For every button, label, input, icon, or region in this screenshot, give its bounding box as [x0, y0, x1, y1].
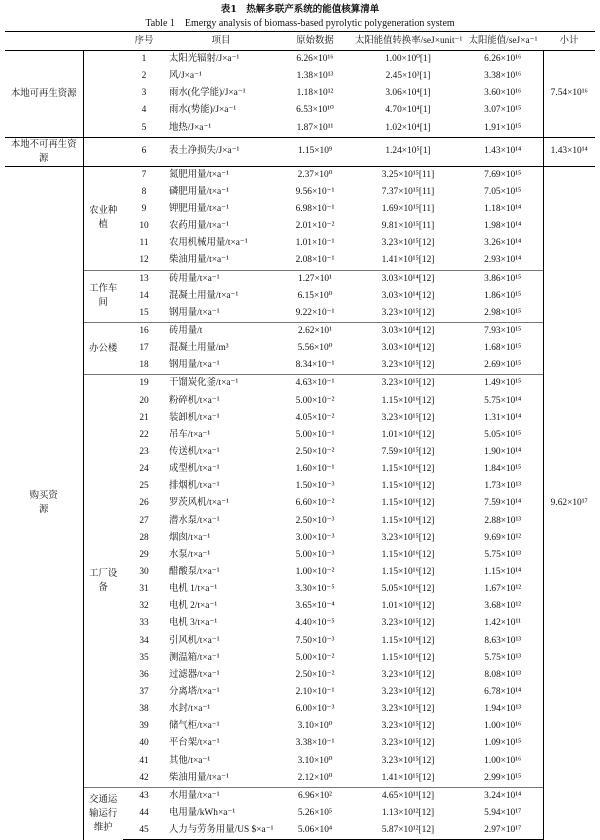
- row-no: 35: [139, 652, 149, 663]
- row-solar-emergy: 1.18×10¹⁴: [484, 204, 522, 215]
- row-item: 地热/J×a⁻¹: [169, 122, 212, 133]
- row-transformity: 1.69×10¹⁵[11]: [381, 204, 435, 215]
- row-no: 32: [139, 601, 149, 612]
- row-solar-emergy: 3.07×10¹⁵: [484, 105, 522, 116]
- table-row: [5, 375, 595, 393]
- row-item: 烟囱/t×a⁻¹: [169, 532, 211, 543]
- row-item: 砖用量/t: [165, 322, 277, 340]
- row-no: 9: [141, 204, 147, 215]
- row-solar-emergy: 3.26×10¹⁴: [484, 238, 522, 249]
- row-subtotal: 7.54×10¹⁶: [543, 51, 595, 138]
- table-row: [5, 51, 595, 69]
- row-raw-data: 3.10×10⁰: [297, 721, 333, 732]
- row-solar-emergy: 2.99×10¹⁵: [484, 772, 522, 783]
- header-category: [5, 32, 83, 51]
- row-raw-data: 3.10×10⁰: [297, 755, 333, 766]
- row-no: 13: [123, 270, 165, 288]
- row-solar-emergy: 2.88×10¹³: [484, 515, 522, 526]
- row-no: 25: [139, 481, 149, 492]
- row-raw-data: 6.53×10¹⁰: [296, 105, 334, 116]
- row-solar-emergy: 3.86×10¹⁵: [463, 270, 543, 288]
- row-solar-emergy: 1.84×10¹⁵: [484, 464, 522, 475]
- row-transformity: 1.00×10⁰[1]: [353, 51, 463, 69]
- row-solar-emergy: 8.63×10¹³: [484, 635, 522, 646]
- row-solar-emergy: 3.68×10¹²: [484, 601, 522, 612]
- row-raw-data: 1.01×10⁻¹: [295, 238, 335, 249]
- row-solar-emergy: 1.67×10¹²: [484, 584, 522, 595]
- row-no: 37: [139, 686, 149, 697]
- row-solar-emergy: 3.60×10¹⁶: [484, 88, 522, 99]
- row-transformity: 2.45×10³[1]: [385, 71, 431, 82]
- row-subcategory: 工作车间: [83, 270, 123, 322]
- row-transformity: 5.87×10¹²[12]: [353, 822, 463, 840]
- row-raw-data: 2.01×10⁻²: [295, 221, 335, 232]
- row-no: 39: [139, 721, 149, 732]
- row-no: 40: [139, 738, 149, 749]
- row-raw-data: 4.63×10⁻¹: [277, 375, 353, 393]
- row-transformity: 9.81×10¹⁵[11]: [381, 221, 435, 232]
- row-no: 18: [139, 360, 149, 371]
- row-transformity: 3.23×10¹⁵[12]: [381, 686, 435, 697]
- row-raw-data: 6.00×10⁻³: [295, 704, 335, 715]
- row-no: 21: [139, 412, 149, 423]
- row-subtotal: 9.62×10¹⁷: [543, 166, 595, 839]
- row-transformity: 3.23×10¹⁵[12]: [381, 360, 435, 371]
- row-raw-data: 2.12×10⁰: [297, 772, 333, 783]
- row-subcategory: [83, 51, 123, 138]
- row-item: 人力与劳务用量/US $×a⁻¹: [165, 822, 277, 840]
- header-transformity: 太阳能值转换率/seJ×unit⁻¹: [353, 32, 463, 51]
- row-item: 潜水泵/t×a⁻¹: [169, 515, 220, 526]
- row-transformity: 3.23×10¹⁵[12]: [381, 412, 435, 423]
- row-transformity: 5.05×10¹⁶[12]: [381, 584, 435, 595]
- row-no: 43: [123, 787, 165, 805]
- row-transformity: 3.23×10¹⁵[12]: [381, 618, 435, 629]
- row-item: 柴油用量/t×a⁻¹: [169, 255, 229, 266]
- row-raw-data: 2.08×10⁻¹: [295, 255, 335, 266]
- row-transformity: 1.24×10⁵[1]: [353, 137, 463, 166]
- row-subcategory: 工厂设备: [83, 375, 123, 787]
- header-item: 项目: [165, 32, 277, 51]
- row-no: 3: [141, 88, 147, 99]
- row-transformity: 7.59×10¹⁵[12]: [381, 447, 435, 458]
- row-item: 粉碎机/t×a⁻¹: [169, 395, 220, 406]
- row-item: 砖用量/t×a⁻¹: [165, 270, 277, 288]
- row-item: 钢用量/t×a⁻¹: [169, 307, 220, 318]
- row-raw-data: 1.00×10⁻²: [295, 567, 335, 577]
- row-solar-emergy: 1.00×10¹⁶: [484, 755, 522, 766]
- row-category: 购买资源: [5, 166, 83, 839]
- row-transformity: 3.03×10¹⁴[12]: [353, 270, 463, 288]
- row-raw-data: 1.50×10⁻³: [295, 481, 335, 492]
- row-raw-data: 1.15×10⁹: [277, 137, 353, 166]
- row-transformity: 3.23×10¹⁵[12]: [381, 307, 435, 318]
- row-transformity: 3.23×10¹⁵[12]: [381, 704, 435, 715]
- row-item: 农药用量/t×a⁻¹: [169, 221, 229, 232]
- row-subtotal: 1.43×10¹⁴: [543, 137, 595, 166]
- row-raw-data: 3.30×10⁻⁵: [295, 584, 335, 595]
- table-caption-cn: 表1 热解多联产系统的能值核算清单: [220, 4, 380, 15]
- row-item: 电机 1/t×a⁻¹: [169, 584, 218, 595]
- document-page: [5, 3, 595, 840]
- row-item: 混凝土用量/t×a⁻¹: [169, 290, 239, 301]
- row-item: 传送机/t×a⁻¹: [169, 447, 220, 458]
- row-transformity: 3.23×10¹⁵[12]: [381, 238, 435, 249]
- row-no: 41: [139, 755, 149, 766]
- row-raw-data: 5.00×10⁻³: [295, 549, 335, 560]
- row-raw-data: 1.27×10¹: [277, 270, 353, 288]
- row-solar-emergy: 1.42×10¹¹: [484, 618, 522, 629]
- row-item: 其他/t×a⁻¹: [169, 755, 211, 766]
- table-body: [5, 51, 595, 840]
- row-solar-emergy: 7.05×10¹⁵: [484, 186, 522, 197]
- row-transformity: 4.70×10⁴[1]: [385, 105, 431, 116]
- row-raw-data: 1.60×10⁻¹: [295, 464, 335, 475]
- row-solar-emergy: 1.98×10¹⁴: [484, 221, 522, 232]
- row-raw-data: 3.65×10⁻⁴: [295, 601, 335, 612]
- row-item: 雨水(化学能)/J×a⁻¹: [169, 88, 246, 99]
- row-solar-emergy: 1.43×10¹⁴: [463, 137, 543, 166]
- row-item: 过滤器/t×a⁻¹: [169, 669, 220, 680]
- row-no: 31: [139, 584, 149, 595]
- row-solar-emergy: 3.24×10¹⁴: [463, 787, 543, 805]
- row-no: 23: [139, 447, 149, 458]
- row-raw-data: 5.00×10⁻¹: [295, 429, 335, 440]
- row-item: 电机 2/t×a⁻¹: [169, 601, 218, 612]
- row-transformity: 3.03×10¹⁴[12]: [353, 322, 463, 340]
- row-transformity: 1.01×10¹⁶[12]: [381, 601, 435, 612]
- row-solar-emergy: 2.97×10¹⁷: [463, 822, 543, 840]
- row-item: 水用量/t×a⁻¹: [165, 787, 277, 805]
- row-solar-emergy: 1.94×10¹³: [484, 704, 522, 715]
- row-item: 钾肥用量/t×a⁻¹: [169, 204, 229, 215]
- row-raw-data: 5.56×10⁰: [297, 343, 333, 354]
- row-item: 电用量/kWh×a⁻¹: [169, 807, 236, 818]
- row-transformity: 1.13×10¹²[12]: [381, 807, 435, 818]
- row-no: 22: [139, 429, 149, 440]
- row-no: 42: [139, 772, 149, 783]
- row-raw-data: 2.37×10⁰: [277, 166, 353, 184]
- row-no: 20: [139, 395, 149, 406]
- row-solar-emergy: 2.93×10¹⁴: [484, 255, 522, 266]
- row-item: 磷肥用量/t×a⁻¹: [169, 186, 229, 197]
- row-item: 钢用量/t×a⁻¹: [169, 360, 220, 371]
- row-solar-emergy: 6.26×10¹⁶: [463, 51, 543, 69]
- row-raw-data: 2.50×10⁻²: [295, 447, 335, 458]
- row-raw-data: 2.50×10⁻²: [295, 669, 335, 680]
- row-no: 14: [139, 290, 149, 301]
- row-transformity: 1.15×10¹⁶[12]: [381, 567, 435, 577]
- row-item: 罗茨风机/t×a⁻¹: [169, 498, 229, 509]
- row-item: 平台架/t×a⁻¹: [169, 738, 220, 749]
- row-transformity: 1.02×10⁴[1]: [385, 122, 431, 133]
- row-raw-data: 5.00×10⁻²: [295, 652, 335, 663]
- row-item: 柴油用量/t×a⁻¹: [169, 772, 229, 783]
- row-solar-emergy: 1.68×10¹⁵: [484, 343, 522, 354]
- row-solar-emergy: 5.75×10¹³: [484, 549, 522, 560]
- row-raw-data: 1.18×10¹²: [296, 88, 334, 99]
- row-item: 干馏炭化釜/t×a⁻¹: [165, 375, 277, 393]
- row-transformity: 3.03×10¹⁴[12]: [381, 290, 435, 301]
- row-raw-data: 6.15×10⁰: [297, 290, 333, 301]
- row-item: 分离塔/t×a⁻¹: [169, 686, 220, 697]
- row-raw-data: 6.96×10²: [277, 787, 353, 805]
- emergy-table: [5, 31, 595, 840]
- row-transformity: 3.23×10¹⁵[12]: [381, 669, 435, 680]
- row-no: 44: [139, 807, 149, 818]
- row-no: 11: [139, 238, 149, 249]
- header-raw: 原始数据: [277, 32, 353, 51]
- row-transformity: 4.65×10¹¹[12]: [353, 787, 463, 805]
- table-row: [5, 166, 595, 184]
- row-item: 醋酸泵/t×a⁻¹: [169, 567, 220, 577]
- row-raw-data: 6.98×10⁻¹: [295, 204, 335, 215]
- row-raw-data: 6.26×10¹⁶: [277, 51, 353, 69]
- row-no: 16: [123, 322, 165, 340]
- table-row: [5, 322, 595, 340]
- row-transformity: 3.25×10¹⁵[11]: [353, 166, 463, 184]
- row-no: 38: [139, 704, 149, 715]
- row-item: 氮肥用量/t×a⁻¹: [165, 166, 277, 184]
- row-subcategory: 办公楼: [83, 322, 123, 374]
- row-no: 30: [139, 567, 149, 577]
- row-no: 6: [123, 137, 165, 166]
- row-raw-data: 6.60×10⁻²: [295, 498, 335, 509]
- row-no: 27: [139, 515, 149, 526]
- row-item: 装卸机/t×a⁻¹: [169, 412, 220, 423]
- row-raw-data: 8.34×10⁻¹: [295, 360, 335, 371]
- row-item: 混凝土用量/m³: [169, 343, 229, 354]
- table-header-row: [5, 32, 595, 51]
- row-item: 水泵/t×a⁻¹: [169, 549, 211, 560]
- row-transformity: 1.15×10¹⁶[12]: [381, 652, 435, 663]
- row-raw-data: 5.26×10⁵: [297, 807, 333, 818]
- row-transformity: 1.41×10¹⁵[12]: [381, 255, 435, 266]
- table-caption-en: Table 1 Emergy analysis of biomass-based pyrolytic polygeneration system: [145, 18, 455, 29]
- row-no: 1: [123, 51, 165, 69]
- row-solar-emergy: 7.59×10¹⁴: [484, 498, 522, 509]
- row-raw-data: 9.56×10⁻¹: [295, 186, 335, 197]
- row-solar-emergy: 5.75×10¹⁴: [484, 395, 522, 406]
- row-solar-emergy: 1.91×10¹⁵: [484, 122, 522, 133]
- row-solar-emergy: 1.86×10¹⁵: [484, 290, 522, 301]
- table-row: [5, 137, 595, 166]
- row-no: 45: [123, 822, 165, 840]
- row-transformity: 3.23×10¹⁵[12]: [353, 375, 463, 393]
- row-item: 排烟机/t×a⁻¹: [169, 481, 220, 492]
- row-raw-data: 2.10×10⁻¹: [295, 686, 335, 697]
- row-no: 17: [139, 343, 149, 354]
- row-transformity: 3.23×10¹⁵[12]: [381, 721, 435, 732]
- row-raw-data: 2.62×10¹: [277, 322, 353, 340]
- row-subcategory: 农业种植: [83, 166, 123, 270]
- row-solar-emergy: 1.15×10¹⁴: [484, 567, 522, 577]
- row-transformity: 3.23×10¹⁵[12]: [381, 755, 435, 766]
- row-transformity: 3.06×10⁴[1]: [385, 88, 431, 99]
- row-raw-data: 5.00×10⁻²: [295, 395, 335, 406]
- row-item: 引风机/t×a⁻¹: [169, 635, 220, 646]
- row-solar-emergy: 1.90×10¹⁴: [484, 447, 522, 458]
- row-item: 成型机/t×a⁻¹: [169, 464, 220, 475]
- header-subcategory: [83, 32, 123, 51]
- row-transformity: 1.15×10¹⁶[12]: [381, 515, 435, 526]
- row-raw-data: 9.22×10⁻¹: [295, 307, 335, 318]
- row-item: 吊车/t×a⁻¹: [169, 429, 211, 440]
- row-transformity: 3.23×10¹⁵[12]: [381, 738, 435, 749]
- row-transformity: 3.23×10¹⁵[12]: [381, 532, 435, 543]
- row-transformity: 1.15×10¹⁶[12]: [381, 464, 435, 475]
- row-item: 太阳光辐射/J×a⁻¹: [165, 51, 277, 69]
- row-solar-emergy: 8.08×10¹³: [484, 669, 522, 680]
- row-no: 34: [139, 635, 149, 646]
- row-transformity: 1.15×10¹⁶[12]: [381, 395, 435, 406]
- row-transformity: 1.41×10¹⁵[12]: [381, 772, 435, 783]
- header-no: 序号: [123, 32, 165, 51]
- row-no: 29: [139, 549, 149, 560]
- row-solar-emergy: 2.98×10¹⁵: [484, 307, 522, 318]
- row-item: 测温箱/t×a⁻¹: [169, 652, 220, 663]
- row-subcategory: 交通运输运行维护: [83, 787, 123, 839]
- row-solar-emergy: 5.94×10¹⁷: [484, 807, 522, 818]
- header-subtotal: 小计: [543, 32, 595, 51]
- row-solar-emergy: 5.75×10¹³: [484, 652, 522, 663]
- table-row: [5, 270, 595, 288]
- row-raw-data: 3.00×10⁻³: [295, 532, 335, 543]
- row-transformity: 1.01×10¹⁶[12]: [381, 429, 435, 440]
- row-no: 15: [139, 307, 149, 318]
- row-subcategory: [83, 137, 123, 166]
- row-no: 4: [141, 105, 147, 116]
- row-solar-emergy: 1.73×10¹³: [484, 481, 522, 492]
- row-no: 24: [139, 464, 149, 475]
- row-transformity: 1.15×10¹⁶[12]: [381, 635, 435, 646]
- row-no: 5: [141, 122, 147, 133]
- row-solar-emergy: 1.49×10¹⁵: [463, 375, 543, 393]
- row-solar-emergy: 1.09×10¹⁵: [484, 738, 522, 749]
- row-category: 本地可再生资源: [5, 51, 83, 138]
- row-raw-data: 2.50×10⁻³: [295, 515, 335, 526]
- row-no: 36: [139, 669, 149, 680]
- row-raw-data: 4.05×10⁻²: [295, 412, 335, 423]
- row-no: 8: [141, 186, 147, 197]
- row-item: 风/J×a⁻¹: [169, 71, 202, 82]
- row-no: 2: [141, 71, 147, 82]
- row-solar-emergy: 9.69×10¹²: [484, 532, 522, 543]
- row-item: 表土净损失/J×a⁻¹: [165, 137, 277, 166]
- row-item: 农用机械用量/t×a⁻¹: [169, 238, 248, 249]
- row-solar-emergy: 7.69×10¹⁵: [463, 166, 543, 184]
- row-solar-emergy: 2.69×10¹⁵: [484, 360, 522, 371]
- row-raw-data: 1.87×10¹¹: [296, 122, 334, 133]
- row-solar-emergy: 5.05×10¹⁵: [484, 429, 522, 440]
- row-no: 33: [139, 618, 149, 629]
- row-solar-emergy: 7.93×10¹⁵: [463, 322, 543, 340]
- row-raw-data: 7.50×10⁻³: [295, 635, 335, 646]
- row-no: 10: [139, 221, 149, 232]
- row-item: 水封/t×a⁻¹: [169, 704, 211, 715]
- row-item: 储气柜/t×a⁻¹: [169, 721, 220, 732]
- row-transformity: 3.03×10¹⁴[12]: [381, 343, 435, 354]
- row-transformity: 1.15×10¹⁶[12]: [381, 498, 435, 509]
- row-item: 雨水(势能)/J×a⁻¹: [169, 105, 237, 116]
- table-row: [5, 787, 595, 805]
- row-item: 电机 3/t×a⁻¹: [169, 618, 218, 629]
- row-solar-emergy: 6.78×10¹⁴: [484, 686, 522, 697]
- row-no: 26: [139, 498, 149, 509]
- header-solar-emergy: 太阳能值/seJ×a⁻¹: [463, 32, 543, 51]
- row-transformity: 1.15×10¹⁶[12]: [381, 481, 435, 492]
- row-no: 28: [139, 532, 149, 543]
- row-transformity: 1.15×10¹⁶[12]: [381, 549, 435, 560]
- row-transformity: 7.37×10¹⁵[11]: [381, 186, 435, 197]
- row-raw-data: 4.40×10⁻⁵: [295, 618, 335, 629]
- row-raw-data: 3.38×10⁻¹: [295, 738, 335, 749]
- row-solar-emergy: 1.31×10¹⁴: [484, 412, 522, 423]
- row-no: 7: [123, 166, 165, 184]
- row-solar-emergy: 3.38×10¹⁶: [484, 71, 522, 82]
- row-raw-data: 5.06×10⁴: [277, 822, 353, 840]
- row-solar-emergy: 1.00×10¹⁶: [484, 721, 522, 732]
- row-category: 本地不可再生资源: [5, 137, 83, 166]
- row-raw-data: 1.38×10¹³: [296, 71, 334, 82]
- row-no: 12: [139, 255, 149, 266]
- row-no: 19: [123, 375, 165, 393]
